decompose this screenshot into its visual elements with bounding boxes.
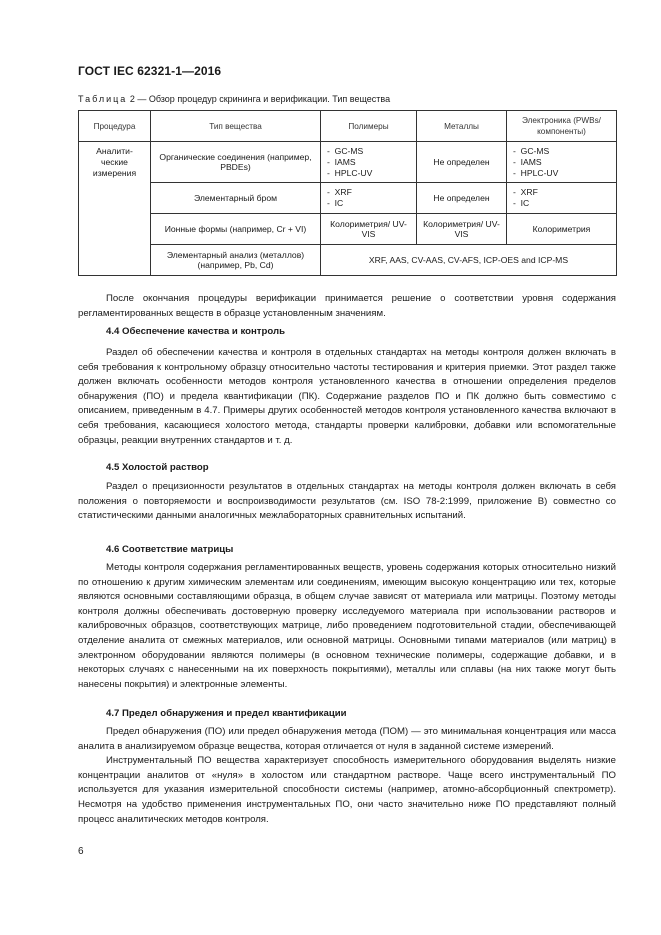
substance-type-cell: Элементарный бром <box>151 183 321 214</box>
section-heading: 4.6 Соответствие матрицы <box>106 544 234 555</box>
section-body <box>78 561 616 692</box>
method-item: - HPLC-UV <box>513 168 612 179</box>
method-item: - IAMS <box>513 157 612 168</box>
method-item: - HPLC-UV <box>327 168 412 179</box>
header-cell: Процедура <box>79 111 151 142</box>
substance-type-cell: Элементарный анализ (металлов) (например, Pb, Cd) <box>151 245 321 276</box>
metals-cell: Колориметрия/ UV-VIS <box>417 214 507 245</box>
table-row <box>79 142 617 183</box>
table-row <box>79 245 617 276</box>
substance-type-cell: Органические соединения (например, PBDEs) <box>151 142 321 183</box>
section-body <box>78 346 616 448</box>
after-table-text <box>78 292 616 321</box>
electronics-cell <box>507 142 617 183</box>
paragraph: Раздел об обеспечении качества и контроля в отдельных стандартах на методы контроля должен включать в себя требования к контрольному образцу относительно частоты тестирования и критерия приемки. Этот раздел также должен включать особенности методов контроля установленного качества в отношении определения пределов обнаружения (ПО) и предела квантификации (ПК). Содержание разделов ПО и ПК должно быть совместимо с описанием, приведенным в 4.7. Примеры других особенностей методов контроля установленного качества включают в себя требования, касающиеся холостого метода, стандарты проверки калибровки, добавки или вспомогательные образцы, реакции внутренних стандартов и т. д. <box>78 347 616 446</box>
metals-cell: Не определен <box>417 183 507 214</box>
page-number: 6 <box>78 846 84 857</box>
table-caption-text: 2 — Обзор процедур скрининга и верификации. Тип вещества <box>129 94 391 104</box>
section-body <box>78 725 616 827</box>
table-caption <box>78 94 390 104</box>
table-caption-label: Таблица <box>78 94 128 104</box>
method-item: - GC-MS <box>513 146 612 157</box>
table-row <box>79 214 617 245</box>
method-item: - XRF <box>513 187 612 198</box>
paragraph: Инструментальный ПО вещества характеризует способность измерительного оборудования выделять низкие концентрации аналитов от «нуля» в холостом или стандартном растворе. Чаще всего инструментальный ПО используется для указания измерительной способности системы (например, атомно-абсорбционный спектрометр). Несмотря на удобство применения инструментальных ПО, они часто значительно ниже ПО представляют полный процесс аналитических методов контроля. <box>78 755 616 825</box>
section-heading: 4.5 Холостой раствор <box>106 462 209 473</box>
header-cell: Тип вещества <box>151 111 321 142</box>
method-item: - IC <box>513 198 612 209</box>
procedure-cell: Аналити-ческие измерения <box>79 142 151 276</box>
electronics-cell: Колориметрия <box>507 214 617 245</box>
section-body <box>78 480 616 524</box>
header-cell: Электроника (PWBs/компоненты) <box>507 111 617 142</box>
method-item: - GC-MS <box>327 146 412 157</box>
paragraph: Методы контроля содержания регламентированных веществ, уровень содержания которых относительно низкий по отношению к другим химическим элементам или соединениям, имеющим высокую концентрацию или тех, которые являются основными составляющими образца, в общем случае зависят от материала или матрицы. Поэтому методы контроля должны обеспечивать достоверную проверку исследуемого материала при использовании растворов и калибровочных образцов, соответствующих матрице, либо проведением подготовительной стадии, обеспечивающей отделение аналита от смежных материалов, или основной матрицы. Основными типами материалов (или матриц) в электронном оборудовании являются полимеры (в основном технические полимеры, содержащие добавки, и в некоторых случаях с нанесенными на их поверхность покрытиями), металлы или сплавы (на них также могут быть нанесены покрытия) и электронные элементы. <box>78 562 616 690</box>
substance-type-cell: Ионные формы (например, Cr + VI) <box>151 214 321 245</box>
paragraph: После окончания процедуры верификации принимается решение о соответствии уровня содержания регламентированных веществ в образце установленным значениям. <box>78 293 616 319</box>
table-row <box>79 183 617 214</box>
method-item: - XRF <box>327 187 412 198</box>
screening-table <box>78 110 617 276</box>
section-heading: 4.4 Обеспечение качества и контроль <box>106 326 285 337</box>
table-header-row <box>79 111 617 142</box>
paragraph: Раздел о прецизионности результатов в отдельных стандартах на методы контроля должен включать в себя положения о повторяемости и воспроизводимости результатов (см. ISO 78-2:1999, приложение В) совместно со статистическими данными аналогичных межлабораторных сравнительных испытаний. <box>78 481 616 522</box>
method-item: - IC <box>327 198 412 209</box>
metals-cell: Не определен <box>417 142 507 183</box>
method-item: - IAMS <box>327 157 412 168</box>
polymers-cell <box>321 183 417 214</box>
header-cell: Металлы <box>417 111 507 142</box>
merged-methods-cell: XRF, AAS, CV-AAS, CV-AFS, ICP-OES and ICP-MS <box>321 245 617 276</box>
header-cell: Полимеры <box>321 111 417 142</box>
polymers-cell: Колориметрия/ UV-VIS <box>321 214 417 245</box>
electronics-cell <box>507 183 617 214</box>
polymers-cell <box>321 142 417 183</box>
paragraph: Предел обнаружения (ПО) или предел обнаружения метода (ПОМ) — это минимальная концентрация или масса аналита в анализируемом образце вещества, которая отличается от нуля в заданной системе измерений. <box>78 726 616 752</box>
document-id: ГОСТ IEC 62321-1—2016 <box>78 64 222 78</box>
section-heading: 4.7 Предел обнаружения и предел квантификации <box>106 708 347 719</box>
